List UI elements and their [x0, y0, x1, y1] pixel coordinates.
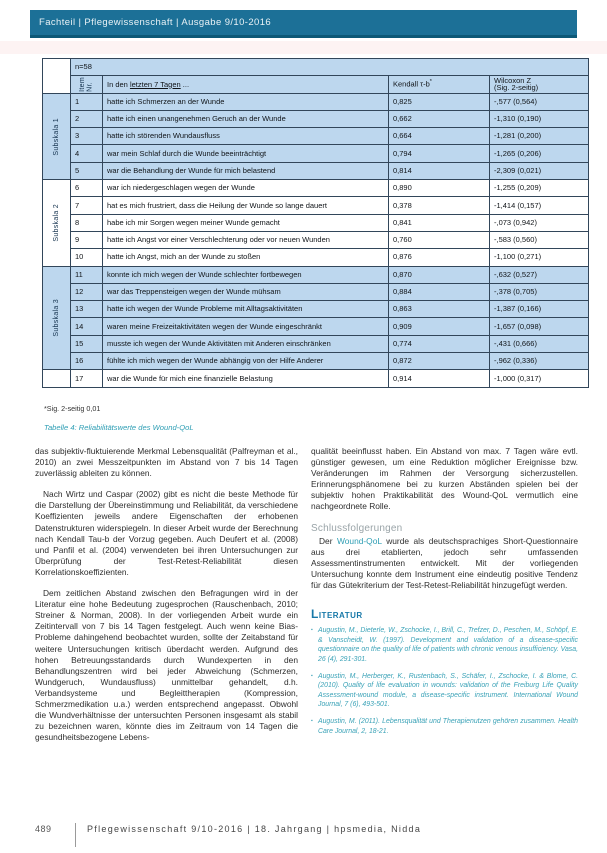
col-header-kendall: Kendall τ-b* [389, 76, 490, 93]
row-wilcoxon-value: -,431 (0,666) [490, 335, 589, 352]
footer-text: Pflegewissenschaft 9/10-2016 | 18. Jahrgang | hpsmedia, Nidda [87, 824, 422, 834]
row-item-nr: 6 [71, 180, 103, 197]
table-row [43, 145, 589, 162]
row-kendall-value: 0,909 [389, 318, 490, 335]
row-kendall-value: 0,825 [389, 93, 490, 110]
table-row [43, 162, 589, 179]
row-kendall-value: 0,890 [389, 180, 490, 197]
table-row [43, 93, 589, 110]
row-kendall-value: 0,774 [389, 335, 490, 352]
reference-item: ▪ Augustin, M., Herberger, K., Rustenbach, S., Schäfer, I., Zschocke, I. & Blome, C. (2010). Quality of life evaluation in wounds: validation of the Freiburg Life Quality Assessment-wound module, a disease-specific instrument. International Wound Journal, 7 (6), 493-501. [311, 672, 578, 709]
table-row [43, 353, 589, 370]
table-row [43, 301, 589, 318]
row-item-nr: 7 [71, 197, 103, 214]
row-item-text: war das Treppensteigen wegen der Wunde mühsam [103, 283, 389, 300]
reference-bullet-icon: ▪ [311, 672, 313, 679]
paragraph: das subjektiv-fluktuierende Merkmal Lebensqualität (Palfreyman et al., 2010) an zwei Messzeitpunkten im Abstand von 7 bis 14 Tagen zuverlässig ableiten zu können. [35, 446, 298, 479]
col-header-item: In den letzten 7 Tagen ... [103, 76, 389, 93]
footer-divider [75, 823, 76, 847]
row-wilcoxon-value: -1,387 (0,166) [490, 301, 589, 318]
reference-bullet-icon: ▪ [311, 627, 313, 634]
row-item-text: hatte ich störenden Wundausfluss [103, 128, 389, 145]
reference-item: ▪ Augustin, M., Dieterle, W., Zschocke, I., Brill, C., Trefzer, D., Peschen, M., Schöpf, E. & Vanscheidt, W. (1997). Development and validation of a disease-specific questionnaire on the quality of life of patients with chronic venous insufficiency. Vasa, 26 (4), 291-301. [311, 627, 578, 663]
row-item-text: waren meine Freizeitaktivitäten wegen der Wunde eingeschränkt [103, 318, 389, 335]
body-column-right [311, 446, 578, 753]
table-footnote: *Sig. 2-seitig 0,01 [44, 404, 101, 413]
scan-tint-band [0, 41, 607, 54]
row-item-text: war mein Schlaf durch die Wunde beeinträchtigt [103, 145, 389, 162]
row-item-text: war ich niedergeschlagen wegen der Wunde [103, 180, 389, 197]
reference-bullet-icon: ▪ [311, 717, 313, 724]
table-row [43, 266, 589, 283]
row-wilcoxon-value: -1,255 (0,209) [490, 180, 589, 197]
reliability-table-wrap [42, 58, 588, 388]
row-wilcoxon-value: -,073 (0,942) [490, 214, 589, 231]
row-item-text: war die Wunde für mich eine finanzielle Belastung [103, 370, 389, 387]
row-item-nr: 14 [71, 318, 103, 335]
row-wilcoxon-value: -1,281 (0,200) [490, 128, 589, 145]
row-wilcoxon-value: -,632 (0,527) [490, 266, 589, 283]
row-item-nr: 5 [71, 162, 103, 179]
row-item-nr: 13 [71, 301, 103, 318]
row-item-nr: 17 [71, 370, 103, 387]
table-row [43, 197, 589, 214]
row-wilcoxon-value: -,378 (0,705) [490, 283, 589, 300]
body-columns [35, 446, 578, 753]
row-item-nr: 2 [71, 110, 103, 127]
row-kendall-value: 0,794 [389, 145, 490, 162]
col-header-item-nr: Item Nr. [71, 76, 103, 93]
row-item-text: habe ich mir Sorgen wegen meiner Wunde gemacht [103, 214, 389, 231]
page-footer [35, 823, 421, 847]
row-item-nr: 1 [71, 93, 103, 110]
row-kendall-value: 0,914 [389, 370, 490, 387]
row-kendall-value: 0,662 [389, 110, 490, 127]
conclusion-heading: Schlussfolgerungen [311, 522, 403, 534]
journal-header-text: Fachteil | Pflegewissenschaft | Ausgabe 9/10-2016 [39, 17, 272, 28]
row-wilcoxon-value: -2,309 (0,021) [490, 162, 589, 179]
row-wilcoxon-value: -1,310 (0,190) [490, 110, 589, 127]
row-item-nr: 12 [71, 283, 103, 300]
row-wilcoxon-value: -,962 (0,336) [490, 353, 589, 370]
row-item-nr: 11 [71, 266, 103, 283]
row-item-text: konnte ich mich wegen der Wunde schlechter fortbewegen [103, 266, 389, 283]
table-row [43, 128, 589, 145]
conclusion-paragraph: Der Wound-QoL wurde als deutschsprachiges Short-Questionnaire aus drei etablierten, jedoch sehr umfassenden Assessmentinstrumenten entwickelt. Mit der vorliegenden Untersuchung konnte dem Instrument eine eindeutig positive Tendenz für das Gütekriterium der Test-Retest-Reliabilität hinzugefügt werden. [311, 535, 578, 591]
row-item-nr: 4 [71, 145, 103, 162]
table-row [43, 180, 589, 197]
row-wilcoxon-value: -1,414 (0,157) [490, 197, 589, 214]
row-item-text: musste ich wegen der Wunde Aktivitäten mit Anderen einschränken [103, 335, 389, 352]
row-wilcoxon-value: -,583 (0,560) [490, 231, 589, 248]
table-row [43, 110, 589, 127]
table-row [43, 335, 589, 352]
col-header-wilcoxon: Wilcoxon Z (Sig. 2-seitig) [490, 76, 589, 93]
row-item-nr: 10 [71, 249, 103, 266]
table-row [43, 370, 589, 387]
subscale-label: Subskala 1 [52, 117, 60, 156]
row-item-text: hatte ich Angst vor einer Verschlechterung oder vor neuen Wunden [103, 231, 389, 248]
table-caption: Tabelle 4: Reliabilitätswerte des Wound-QoL [44, 423, 194, 432]
row-item-text: hatte ich einen unangenehmen Geruch an der Wunde [103, 110, 389, 127]
row-wilcoxon-value: -,577 (0,564) [490, 93, 589, 110]
journal-header-bar [30, 10, 577, 38]
subscale-label-cell [43, 180, 71, 266]
row-item-text: hatte ich Schmerzen an der Wunde [103, 93, 389, 110]
row-wilcoxon-value: -1,000 (0,317) [490, 370, 589, 387]
row-kendall-value: 0,814 [389, 162, 490, 179]
table-row [43, 249, 589, 266]
literature-heading: Literatur [311, 607, 363, 622]
table-head-rows [43, 59, 589, 94]
paragraph: Dem zeitlichen Abstand zwischen den Befragungen wird in der Literatur eine hohe Bedeutung zugesprochen (Rauschenbach, 2010; Streiner & Norman, 2008). In der vorliegenden Arbeit wurde ein Zeitintervall von 7 bis 14 Tagen festgelegt. Auch wenn keine Bias-Probleme dahingehend beobachtet wurden, sollte der Zeitabstand für weitere Untersuchungen kritisch überdacht werden. Aufgrund des hohen Betreuungsstandards durch Wundexperten in den Behandlungszentren wird bei jeder Abweichung (Schmerzen, Wundgeruch, Wundausfluss) unmittelbar gehandelt, d.h. Verbandsysteme und Begleittherapien (Kompression, Schmerzmedikation u.a.) werden entsprechend angepasst. Obwohl die Wundverhältnisse der untersuchten Personen insgesamt als stabil zu bezeichnen waren, könnte dies im Zeitraum von 14 Tagen die gesundheitsbezogene Lebens- [35, 588, 298, 743]
row-wilcoxon-value: -1,265 (0,206) [490, 145, 589, 162]
page-number: 489 [35, 824, 52, 834]
subscale-label-cell [43, 93, 71, 179]
row-item-nr: 9 [71, 231, 103, 248]
subscale-label: Subskala 3 [52, 299, 60, 337]
row-kendall-value: 0,870 [389, 266, 490, 283]
subscale-label: Subskala 2 [52, 204, 60, 242]
row-wilcoxon-value: -1,657 (0,098) [490, 318, 589, 335]
wound-qol-term: Wound-QoL [337, 535, 382, 546]
row-kendall-value: 0,876 [389, 249, 490, 266]
row-item-nr: 8 [71, 214, 103, 231]
column-header-row [43, 76, 589, 93]
row-kendall-value: 0,863 [389, 301, 490, 318]
row-item-nr: 3 [71, 128, 103, 145]
row-item-text: hatte ich wegen der Wunde Probleme mit Alltagsaktivitäten [103, 301, 389, 318]
paragraph: qualität beeinflusst haben. Ein Abstand von max. 7 Tagen wäre evtl. günstiger gewesen, um eine Reduktion möglicher Ereignisse bzw. Veränderungen im Rahmen der Versorgung sicherzustellen. Erinnerungsphänomene bei zu kurzen Abständen spielen bei der subjektiv hohen Praktikabilität des Wound-QoL vermutlich eine nachgeordnete Rolle. [311, 446, 578, 512]
row-item-text: fühlte ich mich wegen der Wunde abhängig von der Hilfe Anderer [103, 353, 389, 370]
row-item-nr: 15 [71, 335, 103, 352]
row-item-text: hatte ich Angst, mich an der Wunde zu stoßen [103, 249, 389, 266]
row-item-text: hat es mich frustriert, dass die Heilung der Wunde so lange dauert [103, 197, 389, 214]
row-item-nr: 16 [71, 353, 103, 370]
subscale-label-cell [43, 266, 71, 370]
n-row [43, 59, 589, 76]
body-column-left [35, 446, 298, 753]
paragraph: Nach Wirtz und Caspar (2002) gibt es nicht die beste Methode für die Darstellung der Übereinstimmung und Reliabilität, da verschiedene Koeffizienten jeweils andere Eigenschaften der erhobenen Datenstrukturen widerspiegeln. In dieser Arbeit wurde der Berechnung nach Kendall Tau-b der Vorzug gegeben. Auch Deufert et al. (2008) und Panfil et al. (2004) verwendeten bei ihren Untersuchungen zur Überprüfung der Test-Retest-Reliabilität diesen Korrelationskoeffizienten. [35, 489, 298, 577]
row-kendall-value: 0,664 [389, 128, 490, 145]
row-item-text: war die Behandlung der Wunde für mich belastend [103, 162, 389, 179]
row-kendall-value: 0,841 [389, 214, 490, 231]
table-row [43, 283, 589, 300]
reliability-table [42, 58, 589, 388]
subscale-label-empty [43, 370, 71, 387]
reference-item: ▪ Augustin, M. (2011). Lebensqualität und Therapienutzen gehören zusammen. Health Care Journal, 2, 18-21. [311, 717, 578, 735]
row-wilcoxon-value: -1,100 (0,271) [490, 249, 589, 266]
row-kendall-value: 0,884 [389, 283, 490, 300]
corner-cell [43, 59, 71, 94]
table-row [43, 231, 589, 248]
table-row [43, 318, 589, 335]
n-label-cell: n=58 [71, 59, 589, 76]
table-row [43, 214, 589, 231]
row-kendall-value: 0,378 [389, 197, 490, 214]
row-kendall-value: 0,872 [389, 353, 490, 370]
row-kendall-value: 0,760 [389, 231, 490, 248]
table-body [43, 93, 589, 387]
